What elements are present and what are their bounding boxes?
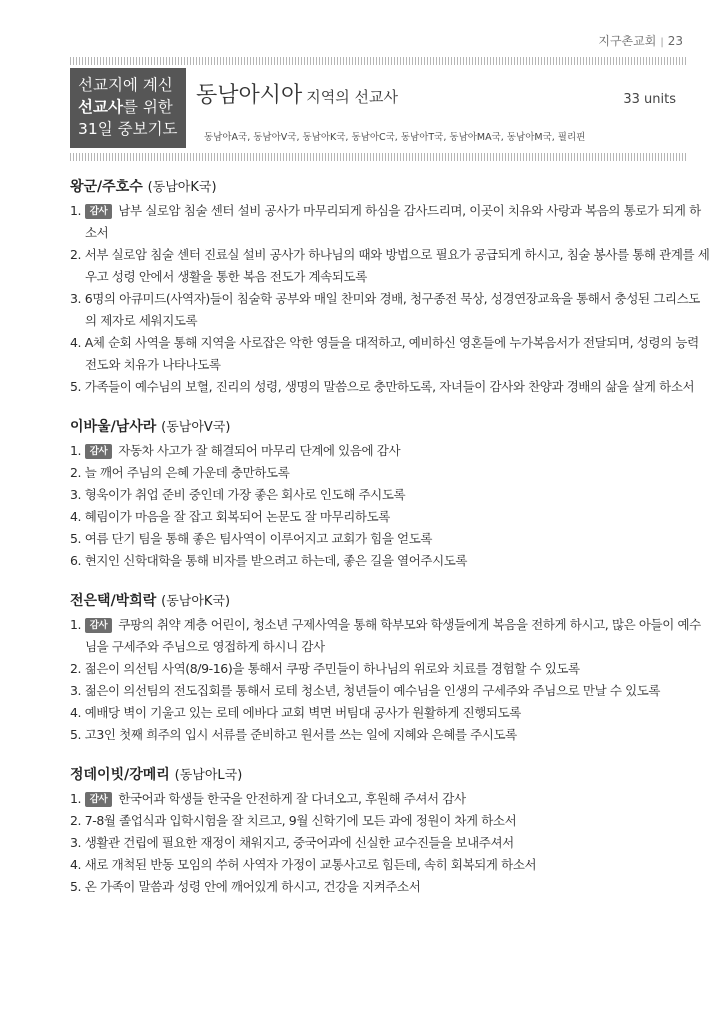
dotted-rule-top — [70, 57, 686, 65]
prayer-text: 남부 실로암 침술 센터 설비 공사가 마무리되게 하심을 감사드리며, 이곳이 치유와 사랑과 복음의 통로가 되게 하소서 — [85, 203, 701, 240]
missionary-heading — [70, 416, 710, 438]
prayer-text: 자동차 사고가 잘 해결되어 마무리 단계에 있음에 감사 — [118, 443, 401, 458]
prayer-item — [70, 528, 710, 550]
missionary-region: (동남아K국) — [147, 180, 217, 195]
missionary-region: (동남아V국) — [161, 420, 231, 435]
prayer-item — [70, 244, 710, 288]
prayer-item — [70, 788, 710, 810]
prayer-text: 4. 혜림이가 마음을 잘 잡고 회복되어 논문도 잘 마무리하도록 — [70, 509, 390, 524]
prayer-text: 2. 늘 깨어 주님의 은혜 가운데 충만하도록 — [70, 465, 290, 480]
prayer-number: 1. — [70, 791, 85, 806]
page-number: 23 — [667, 34, 683, 48]
prayer-text: 5. 온 가족이 말씀과 성령 안에 깨어있게 하시고, 건강을 지켜주소서 — [70, 879, 421, 894]
side-label-box — [70, 68, 186, 148]
running-head — [598, 32, 683, 49]
side-label-rest: 를 위한 — [122, 98, 173, 116]
prayer-text: 4. 예배당 벽이 기울고 있는 로테 에바다 교회 벽면 버팀대 공사가 원활하게 진행되도록 — [70, 705, 521, 720]
prayer-item — [70, 854, 710, 876]
missionary-name: 전은택/박희락 — [70, 593, 157, 609]
missionary-heading — [70, 176, 710, 198]
prayer-item — [70, 484, 710, 506]
prayer-item — [70, 200, 710, 244]
thanks-badge: 감사 — [85, 204, 113, 219]
prayer-text: 3. 젊은이 의선팀의 전도집회를 통해서 로테 청소년, 청년들이 예수님을 인생의 구세주와 주님으로 만날 수 있도록 — [70, 683, 661, 698]
prayer-item — [70, 506, 710, 528]
title-bar — [196, 78, 686, 108]
prayer-item — [70, 810, 710, 832]
prayer-text: 2. 서부 실로암 침술 센터 진료실 설비 공사가 하나님의 때와 방법으로 필요가 공급되게 하시고, 침술 봉사를 통해 관계를 세우고 성령 안에서 생활을 통한 복음 전도가 계속되도록 — [70, 247, 710, 284]
missionary-section — [70, 176, 710, 398]
prayer-text: 3. 형욱이가 취업 준비 중인데 가장 좋은 회사로 인도해 주시도록 — [70, 487, 406, 502]
dotted-rule-bottom — [70, 153, 686, 161]
prayer-text: 2. 7-8월 졸업식과 입학시험을 잘 치르고, 9월 신학기에 모든 과에 정원이 차게 하소서 — [70, 813, 517, 828]
prayer-text: 5. 고3인 첫째 희주의 입시 서류를 준비하고 원서를 쓰는 일에 지혜와 은혜를 주시도록 — [70, 727, 517, 742]
prayer-number: 1. — [70, 443, 85, 458]
missionary-section — [70, 764, 710, 898]
side-label-line2 — [78, 96, 178, 118]
prayer-text: 3. 6명의 아큐미드(사역자)들이 침술학 공부와 매일 찬미와 경배, 청구종전 묵상, 성경연장교육을 통해서 충성된 그리스도의 제자로 세워지도록 — [70, 291, 700, 328]
prayer-item — [70, 614, 710, 658]
thanks-badge: 감사 — [85, 444, 113, 459]
church-name: 지구촌교회 — [598, 34, 657, 48]
missionary-region: (동남아L국) — [174, 768, 243, 783]
missionary-heading — [70, 764, 710, 786]
prayer-item — [70, 550, 710, 572]
prayer-text: 4. A체 순회 사역을 통해 지역을 사로잡은 악한 영들을 대적하고, 예비하신 영혼들에 누가복음서가 전달되며, 성령의 능력 전도와 치유가 나타나도록 — [70, 335, 699, 372]
side-label-line3: 31일 중보기도 — [78, 120, 178, 138]
prayer-text: 쿠팡의 취약 계층 어린이, 청소년 구제사역을 통해 학부모와 학생들에게 복음을 전하게 하시고, 많은 아들이 예수님을 구세주와 주님으로 영접하게 하시니 감사 — [85, 617, 701, 654]
prayer-text: 6. 현지인 신학대학을 통해 비자를 받으려고 하는데, 좋은 길을 열어주시도록 — [70, 553, 468, 568]
missionary-section — [70, 590, 710, 746]
prayer-item — [70, 376, 710, 398]
prayer-item — [70, 702, 710, 724]
thanks-badge: 감사 — [85, 618, 113, 633]
prayer-item — [70, 332, 710, 376]
prayer-number: 1. — [70, 203, 85, 218]
prayer-text: 3. 생활관 건립에 필요한 재정이 채워지고, 중국어과에 신실한 교수진들을 보내주셔서 — [70, 835, 514, 850]
prayer-item — [70, 288, 710, 332]
prayer-item — [70, 680, 710, 702]
prayer-text: 한국어과 학생들 한국을 안전하게 잘 다녀오고, 후원해 주셔서 감사 — [118, 791, 466, 806]
prayer-item — [70, 440, 710, 462]
missionary-heading — [70, 590, 710, 612]
page-subtitle: 지역의 선교사 — [306, 88, 398, 106]
missionary-name: 정데이빗/강메리 — [70, 767, 170, 783]
prayer-text: 2. 젊은이 의선팀 사역(8/9-16)을 통해서 쿠팡 주민들이 하나님의 위로와 치료를 경험할 수 있도록 — [70, 661, 580, 676]
country-list: 동남아A국, 동남아V국, 동남아K국, 동남아C국, 동남아T국, 동남아MA국, 동남아M국, 필리핀 — [204, 132, 586, 143]
prayer-item — [70, 724, 710, 746]
prayer-item — [70, 658, 710, 680]
prayer-text: 4. 새로 개척된 반동 모임의 쑤허 사역자 가정이 교통사고로 힘든데, 속히 회복되게 하소서 — [70, 857, 537, 872]
separator: | — [660, 37, 664, 48]
missionary-section — [70, 416, 710, 572]
prayer-item — [70, 876, 710, 898]
units-count: 33 units — [623, 92, 676, 107]
missionary-name: 왕군/주호수 — [70, 179, 143, 195]
prayer-item — [70, 462, 710, 484]
prayer-number: 1. — [70, 617, 85, 632]
side-label-strong: 선교사 — [78, 98, 123, 116]
thanks-badge: 감사 — [85, 792, 113, 807]
missionary-name: 이바울/남사라 — [70, 419, 157, 435]
prayer-text: 5. 여름 단기 팀을 통해 좋은 팀사역이 이루어지고 교회가 힘을 얻도록 — [70, 531, 433, 546]
missionary-region: (동남아K국) — [161, 594, 231, 609]
prayer-item — [70, 832, 710, 854]
prayer-text: 5. 가족들이 예수님의 보혈, 진리의 성령, 생명의 말씀으로 충만하도록, 자녀들이 감사와 찬양과 경배의 삶을 살게 하소서 — [70, 379, 695, 394]
prayer-list — [70, 176, 710, 916]
side-label-line1: 선교지에 계신 — [78, 76, 173, 94]
page-title: 동남아시아 — [196, 83, 303, 108]
